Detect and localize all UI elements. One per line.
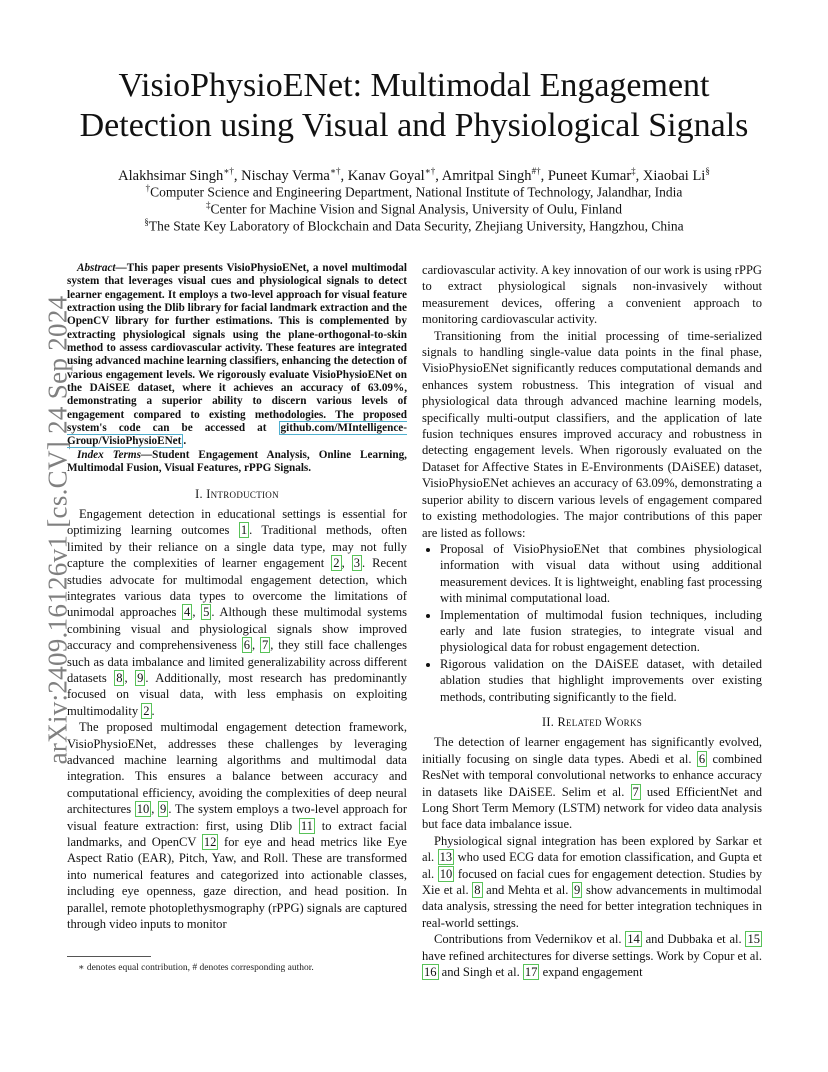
affiliation-2: ‡Center for Machine Vision and Signal Analysis, University of Oulu, Finland — [206, 200, 622, 217]
author: Alakhsimar Singh∗† — [118, 166, 234, 184]
section-heading-related-works: II. Related Works — [541, 714, 643, 729]
affiliation-1: †Computer Science and Engineering Department, National Institute of Technology, Jalandhar, India — [145, 183, 683, 200]
title-line-1: VisioPhysioENet: Multimodal Engagement — [118, 67, 710, 104]
author-list: Alakhsimar Singh∗†, Nischay Verma∗†, Kanav Goyal∗†, Amritpal Singh#†, Puneet Kumar‡, Xiaobai Li§ — [118, 166, 710, 184]
intro-paragraph-2-continued: cardiovascular activity. A key innovation of our work is using rPPG to extract physiological signals non-invasively without measurement devices, offering a convenient approach to monitoring cardiovascular activity. — [422, 263, 762, 327]
intro-paragraph-2: The proposed multimodal engagement detection framework, VisioPhysioENet, addresses these challenges by leveraging advanced machine learning algorithms and multimodal data integration. This ensures a balance between accuracy and computational efficiency, avoiding the complexities of deep neural architectures 10 , 9 . The system employs a two-level approach for visual feature extraction: first, using Dlib 11 to extract facial landmarks, and OpenCV 12 for eye and head metrics like Eye Aspect Ratio (EAR), Pitch, Yaw, and Roll. These are transformed into numerical features and categorized into actionable classes, including eye openness, gaze direction, and head position. In parallel, remote photoplethysmography (rPPG) signals are captured through video inputs to monitor — [67, 720, 407, 932]
footnote: ∗ denotes equal contribution, # denotes corresponding author. — [78, 963, 314, 973]
index-terms: Index Terms—Student Engagement Analysis, Online Learning, Multimodal Fusion, Visual Features, rPPG Signals. — [67, 448, 407, 475]
contributions-list — [422, 541, 762, 705]
list-item: • Implementation of multimodal fusion techniques, including early and late fusion strategies, to integrate visual and physiological data for robust engagement detection. — [440, 607, 762, 656]
section-heading-introduction: I. Introduction — [195, 486, 279, 501]
left-column — [67, 262, 407, 932]
related-paragraph-3: Contributions from Vedernikov et al. 14 and Dubbaka et al. 15 have refined architectures for diverse settings. Work by Copur et al. 16 and Singh et al. 17 expand engagement — [422, 932, 762, 980]
intro-paragraph-1: Engagement detection in educational settings is essential for optimizing learning outcomes 1 . Traditional methods, often limited by their reliance on a single data type, may not fully capture the complexities of learner engagement 2 , 3 . Recent studies advocate for multimodal engagement detection, which integrates various data types to overcome the limitations of unimodal approaches 4 , 5 . Although these multimodal systems combining visual and physiological signals show improved accuracy and comprehensiveness 6 , 7 , they still face challenges such as data imbalance and limited generalizability across different datasets 8 , 9 . Additionally, most research has predominantly focused on visual data, with less emphasis on exploiting multimodality 2 . — [67, 506, 407, 718]
code-link[interactable]: github.com/MIntelligence-Group/VisioPhysioENet — [67, 422, 407, 448]
abstract: Abstract—This paper presents VisioPhysioENet, a novel multimodal system that leverages visual cues and physiological signals to detect learner engagement. It employs a two-level approach for visual feature extraction using the Dlib library for facial landmark extraction and the OpenCV library for further estimations. This is complemented by extracting physiological signals using the plane-orthogonal-to-skin method to assess cardiovascular activity. These features are integrated using advanced machine learning classifiers, enhancing the detection of various engagement levels. We rigorously evaluate VisioPhysioENet on the DAiSEE dataset, where it achieves an accuracy of 63.09%, demonstrating a superior ability to discern various levels of engagement compared to existing methodologies. The proposed system's code can be accessed at github.com/MIntelligence-Group/VisioPhysioENet . — [67, 262, 407, 448]
author: Amritpal Singh#† — [441, 166, 541, 184]
footnote-divider — [67, 956, 151, 957]
list-item: • Proposal of VisioPhysioENet that combines physiological information with visual data without using additional measurement devices. It is lightweight, enabling fast processing with minimal computational load. — [440, 541, 762, 607]
author: Xiaobai Li§ — [642, 166, 710, 184]
author: Puneet Kumar‡ — [547, 166, 636, 184]
affiliation-3: §The State Key Laboratory of Blockchain and Data Security, Zhejiang University, Hangzhou, China — [144, 217, 684, 234]
related-paragraph-2: Physiological signal integration has been explored by Sarkar et al. 13 who used ECG data for emotion classification, and Gupta et al. 10 focused on facial cues for engagement detection. Studies by Xie et al. 8 and Mehta et al. 9 show advancements in multimodal data analysis, stressing the need for better integration techniques in real-world settings. — [422, 833, 762, 930]
list-item: • Rigorous validation on the DAiSEE dataset, with detailed ablation studies that highlight improvements over existing methods, contributing significantly to the field. — [440, 656, 762, 705]
title-line-2: Detection using Visual and Physiological Signals — [79, 107, 749, 144]
author: Nischay Verma∗† — [241, 166, 341, 184]
related-paragraph-1: The detection of learner engagement has significantly evolved, initially focusing on single data types. Abedi et al. 6 combined ResNet with temporal convolutional networks to enhance accuracy in datasets like DAiSEE. Selim et al. 7 used EfficientNet and Long Short Term Memory (LSTM) network for video data analysis but face data imbalance issue. — [422, 735, 762, 832]
intro-paragraph-3: Transitioning from the initial processing of time-serialized signals to handling single-value data points in the final phase, VisioPhysioENet significantly reduces computational demands and enhances system robustness. This integration of visual and physiological data through advanced machine learning models, specifically multi-output classifiers, and the application of late fusion techniques ensures improved accuracy and robustness in detecting engagement levels. When rigorously evaluated on the Dataset for Affective States in E-Environments (DAiSEE) dataset, VisioPhysioENet achieves an accuracy of 63.09%, demonstrating a superior ability to discern various levels of engagement compared to existing methodologies. The major contributions of this paper are listed as follows: — [422, 328, 762, 540]
arxiv-identifier-stamp: arXiv:2409.16126v1 [cs.CV] 24 Sep 2024 — [42, 295, 73, 765]
paper-title — [60, 66, 768, 146]
right-column — [422, 262, 762, 980]
author: Kanav Goyal∗† — [347, 166, 436, 184]
